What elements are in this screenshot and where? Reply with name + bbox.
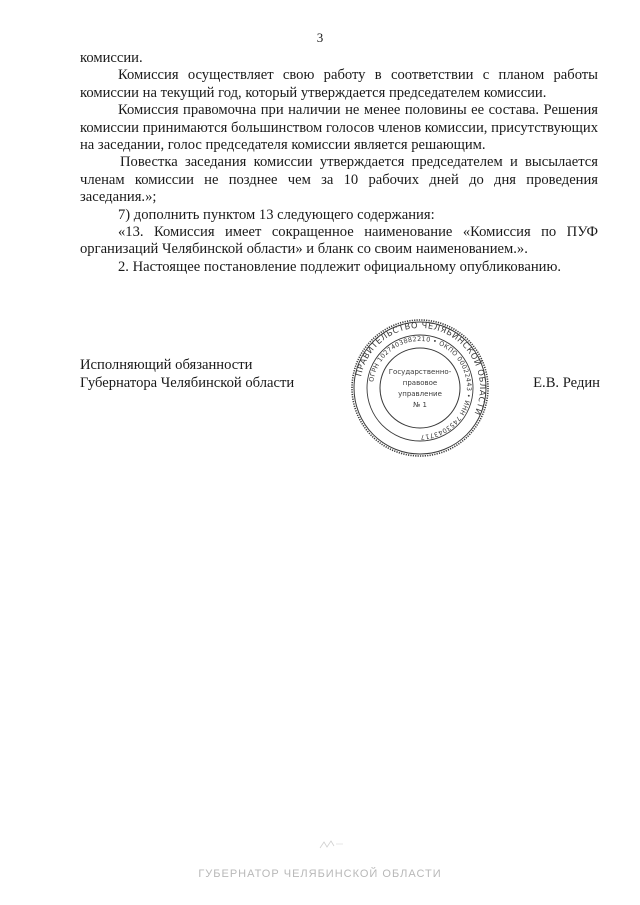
paragraph: «13. Комиссия имеет сокращенное наименование «Комиссия по ПУФ организаций Челябинской области» и бланк со своим наименованием.». xyxy=(80,224,598,258)
official-seal xyxy=(350,318,490,458)
seal-outer-text: ПРАВИТЕЛЬСТВО ЧЕЛЯБИНСКОЙ ОБЛАСТИ xyxy=(353,319,489,417)
signature-title xyxy=(80,356,294,392)
page-number: 3 xyxy=(316,30,324,45)
paragraph: 7) дополнить пунктом 13 следующего содержания: xyxy=(118,206,435,223)
seal-center-line2: правовое xyxy=(402,379,438,387)
paragraph: Комиссия правомочна при наличии не менее половины ее состава. Решения комиссии принимаются большинством голосов членов комиссии, присутствующих на заседании, голос председателя комиссии является решающим. xyxy=(80,102,598,154)
signer-name: Е.В. Редин xyxy=(533,375,600,391)
seal-inner-text: ОГРН 1027403882210 • ОКПО 00022443 • ИНН 7453043717 xyxy=(367,334,474,442)
seal-center-line3: управление xyxy=(398,390,442,398)
signature-title-line1: Исполняющий обязанности xyxy=(80,357,253,373)
scan-artifact xyxy=(318,838,346,852)
seal-center-line4: № 1 xyxy=(413,401,427,409)
seal-center-line1: Государственно- xyxy=(388,368,452,376)
paragraph: Повестка заседания комиссии утверждается председателем и высылается членам комиссии не позднее чем за 10 рабочих дней до дня проведения заседания.»; xyxy=(80,154,598,206)
paragraph: комиссии. xyxy=(80,50,143,66)
signature-title-line2: Губернатора Челябинской области xyxy=(80,375,295,391)
paragraph: 2. Настоящее постановление подлежит официальному опубликованию. xyxy=(118,258,562,275)
footer-letterhead: ГУБЕРНАТОР ЧЕЛЯБИНСКОЙ ОБЛАСТИ xyxy=(198,868,442,880)
paragraph: Комиссия осуществляет свою работу в соответствии с планом работы комиссии на текущий год, который утверждается председателем комиссии. xyxy=(80,67,598,101)
document-body xyxy=(80,50,598,276)
